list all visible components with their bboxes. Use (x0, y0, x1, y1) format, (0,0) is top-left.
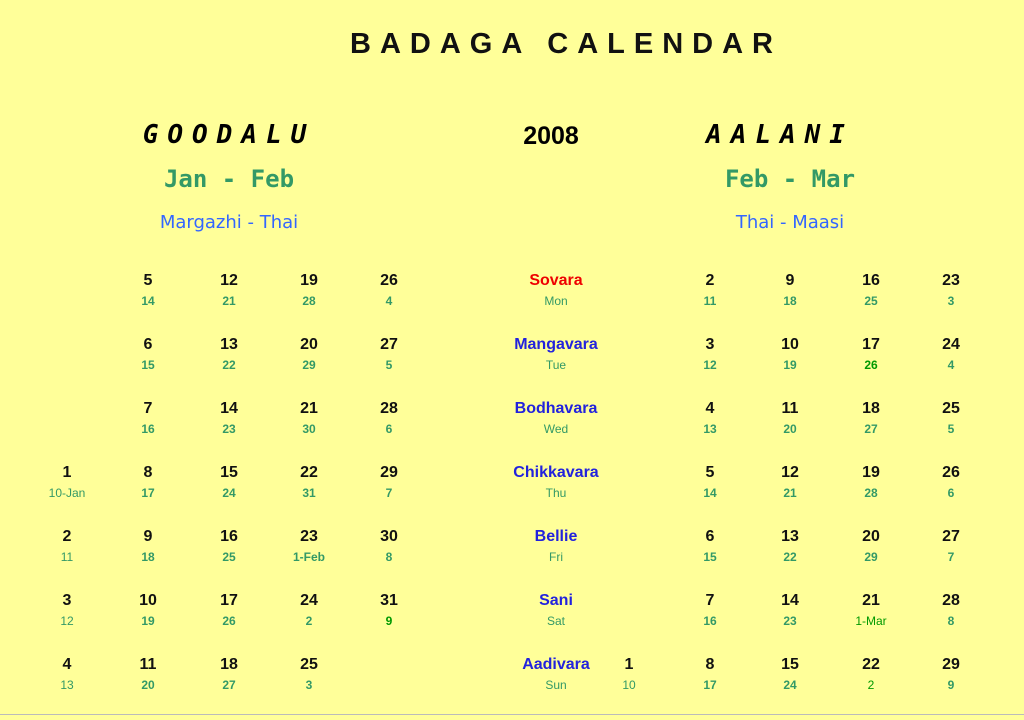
date-subtitle: 2 (305, 614, 313, 628)
date-subtitle: 10-Jan (48, 486, 86, 500)
date-number: 10 (781, 336, 799, 353)
date-number: 25 (300, 656, 318, 673)
date-number: 13 (781, 528, 799, 545)
date-subtitle: 31 (302, 486, 316, 500)
date-number: 25 (942, 400, 960, 417)
date-subtitle: 14 (703, 486, 717, 500)
date-number: 3 (62, 592, 72, 609)
left-tamil-months: Margazhi - Thai (159, 212, 299, 233)
date-cell (942, 272, 960, 308)
date-subtitle: 7 (385, 486, 393, 500)
date-cell (49, 464, 86, 500)
date-subtitle: 3 (305, 678, 313, 692)
date-number: 16 (862, 272, 880, 289)
date-cell (862, 272, 880, 308)
date-subtitle: 23 (222, 422, 236, 436)
date-cell (141, 400, 154, 436)
date-subtitle: 26 (864, 358, 878, 372)
weekday-label (539, 592, 573, 628)
date-number: 16 (220, 528, 238, 545)
date-number: 18 (862, 400, 880, 417)
date-subtitle: 16 (703, 614, 717, 628)
date-subtitle: 8 (947, 614, 955, 628)
weekday-label (515, 400, 598, 436)
date-number: 24 (300, 592, 318, 609)
date-cell (300, 336, 318, 372)
date-cell (380, 528, 398, 564)
date-cell (300, 656, 318, 692)
date-cell (380, 464, 398, 500)
date-cell (220, 592, 238, 628)
date-number: 1 (624, 656, 634, 673)
date-number: 4 (705, 400, 715, 417)
date-cell (141, 464, 154, 500)
date-subtitle: 22 (222, 358, 236, 372)
weekday-english-abbr: Mon (544, 294, 568, 308)
date-cell (862, 656, 880, 692)
date-cell (703, 528, 716, 564)
date-number: 2 (62, 528, 72, 545)
date-cell (703, 592, 716, 628)
date-subtitle: 30 (302, 422, 316, 436)
date-number: 15 (220, 464, 238, 481)
weekday-badaga-name: Sani (539, 592, 573, 609)
date-cell (783, 272, 796, 308)
date-number: 19 (300, 272, 318, 289)
date-number: 27 (942, 528, 960, 545)
date-subtitle: 18 (141, 550, 155, 564)
date-number: 14 (220, 400, 238, 417)
date-cell (300, 464, 318, 500)
date-cell (781, 336, 799, 372)
date-subtitle: 6 (385, 422, 393, 436)
weekday-english-abbr: Sat (546, 614, 566, 628)
date-subtitle: 25 (222, 550, 236, 564)
year-label: 2008 (523, 122, 579, 150)
date-subtitle: 2 (867, 678, 875, 692)
date-subtitle: 13 (60, 678, 74, 692)
date-cell (380, 272, 398, 308)
weekday-badaga-name: Mangavara (514, 336, 598, 353)
date-cell (703, 336, 716, 372)
date-number: 23 (300, 528, 318, 545)
weekday-badaga-name: Bellie (534, 528, 578, 545)
weekday-label (522, 656, 590, 692)
weekday-label (514, 336, 598, 372)
left-month-name: GOODALU (142, 120, 316, 150)
date-number: 11 (781, 400, 799, 417)
date-subtitle: 19 (783, 358, 797, 372)
date-subtitle: 20 (783, 422, 797, 436)
date-subtitle: 23 (783, 614, 797, 628)
date-subtitle: 9 (947, 678, 955, 692)
date-subtitle: 15 (141, 358, 155, 372)
date-cell (60, 656, 73, 692)
date-number: 1 (62, 464, 72, 481)
date-subtitle: 29 (864, 550, 878, 564)
date-cell (862, 464, 880, 500)
date-number: 8 (705, 656, 715, 673)
date-subtitle: 6 (947, 486, 955, 500)
date-subtitle: 28 (864, 486, 878, 500)
date-cell (300, 272, 318, 308)
date-number: 7 (143, 400, 153, 417)
date-subtitle: 27 (222, 678, 236, 692)
date-number: 22 (862, 656, 880, 673)
date-cell (380, 336, 398, 372)
date-cell (781, 464, 799, 500)
date-cell (220, 656, 238, 692)
date-subtitle: 19 (141, 614, 155, 628)
date-subtitle: 18 (783, 294, 797, 308)
weekday-english-abbr: Wed (543, 422, 569, 436)
date-number: 6 (705, 528, 715, 545)
date-cell (300, 592, 318, 628)
date-subtitle: 1-Feb (292, 550, 326, 564)
date-number: 14 (781, 592, 799, 609)
date-cell (942, 400, 960, 436)
date-subtitle: 20 (141, 678, 155, 692)
weekday-badaga-name: Bodhavara (514, 400, 598, 417)
date-subtitle: 11 (60, 550, 74, 564)
weekday-label (535, 528, 578, 564)
right-month-name: AALANI (706, 120, 854, 150)
right-tamil-months: Thai - Maasi (735, 212, 845, 233)
date-subtitle: 4 (947, 358, 955, 372)
date-number: 6 (143, 336, 153, 353)
date-number: 5 (143, 272, 153, 289)
date-cell (942, 528, 960, 564)
date-number: 8 (143, 464, 153, 481)
date-cell (61, 528, 73, 564)
date-number: 29 (380, 464, 398, 481)
date-number: 9 (785, 272, 795, 289)
weekday-english-abbr: Sun (545, 678, 567, 692)
calendar-title: BADAGA CALENDAR (350, 28, 782, 60)
date-subtitle: 24 (222, 486, 236, 500)
date-number: 26 (380, 272, 398, 289)
date-subtitle: 4 (385, 294, 393, 308)
date-cell (862, 400, 880, 436)
date-number: 5 (705, 464, 715, 481)
date-cell (220, 464, 238, 500)
date-number: 4 (62, 656, 72, 673)
date-number: 20 (862, 528, 880, 545)
date-subtitle: 15 (703, 550, 717, 564)
date-subtitle: 1-Mar (855, 614, 887, 628)
date-cell (862, 528, 880, 564)
weekday-label (529, 272, 582, 308)
date-cell (942, 656, 960, 692)
date-cell (703, 400, 716, 436)
date-subtitle: 27 (864, 422, 878, 436)
date-cell (622, 656, 635, 692)
date-cell (380, 400, 398, 436)
date-cell (60, 592, 73, 628)
date-cell (220, 400, 238, 436)
date-number: 9 (143, 528, 153, 545)
date-subtitle: 22 (783, 550, 797, 564)
date-cell (220, 336, 238, 372)
date-number: 3 (705, 336, 715, 353)
date-number: 2 (705, 272, 715, 289)
date-number: 21 (300, 400, 318, 417)
date-subtitle: 14 (141, 294, 155, 308)
date-cell (781, 592, 799, 628)
date-number: 18 (220, 656, 238, 673)
date-number: 26 (942, 464, 960, 481)
date-cell (300, 400, 318, 436)
date-number: 28 (380, 400, 398, 417)
date-cell (380, 592, 398, 628)
date-number: 13 (220, 336, 238, 353)
date-subtitle: 9 (385, 614, 393, 628)
date-cell (293, 528, 325, 564)
date-number: 17 (220, 592, 238, 609)
divider-line (0, 714, 1024, 715)
weekday-english-abbr: Fri (549, 550, 563, 564)
date-number: 20 (300, 336, 318, 353)
date-cell (781, 528, 799, 564)
date-cell (942, 592, 960, 628)
date-number: 10 (139, 592, 157, 609)
date-subtitle: 28 (302, 294, 316, 308)
date-subtitle: 3 (947, 294, 955, 308)
weekday-english-abbr: Tue (545, 358, 567, 372)
date-subtitle: 16 (141, 422, 155, 436)
date-subtitle: 8 (385, 550, 393, 564)
date-cell (139, 592, 157, 628)
date-subtitle: 10 (622, 678, 636, 692)
date-cell (781, 656, 799, 692)
date-cell (141, 272, 154, 308)
date-subtitle: 17 (141, 486, 155, 500)
date-number: 31 (380, 592, 398, 609)
date-subtitle: 12 (60, 614, 74, 628)
date-cell (855, 592, 886, 628)
date-subtitle: 24 (783, 678, 797, 692)
date-subtitle: 21 (222, 294, 236, 308)
date-subtitle: 25 (864, 294, 878, 308)
date-cell (141, 528, 154, 564)
date-cell (703, 464, 716, 500)
weekday-badaga-name: Sovara (529, 272, 583, 289)
date-cell (942, 336, 960, 372)
date-subtitle: 5 (385, 358, 393, 372)
date-number: 24 (942, 336, 960, 353)
date-cell (220, 528, 238, 564)
weekday-english-abbr: Thu (545, 486, 567, 500)
right-month-range: Feb - Mar (724, 165, 856, 193)
date-subtitle: 5 (947, 422, 955, 436)
date-number: 23 (942, 272, 960, 289)
date-subtitle: 7 (947, 550, 955, 564)
date-number: 17 (862, 336, 880, 353)
date-number: 28 (942, 592, 960, 609)
weekday-label (513, 464, 598, 500)
date-cell (140, 656, 157, 692)
date-cell (141, 336, 154, 372)
date-cell (220, 272, 238, 308)
date-cell (862, 336, 880, 372)
date-cell (782, 400, 799, 436)
date-number: 27 (380, 336, 398, 353)
date-number: 29 (942, 656, 960, 673)
date-subtitle: 26 (222, 614, 236, 628)
date-number: 15 (781, 656, 799, 673)
date-number: 12 (781, 464, 799, 481)
date-cell (942, 464, 960, 500)
weekday-badaga-name: Chikkavara (513, 464, 599, 481)
date-number: 7 (705, 592, 715, 609)
date-number: 30 (380, 528, 398, 545)
date-subtitle: 29 (302, 358, 316, 372)
date-number: 21 (862, 592, 880, 609)
date-subtitle: 13 (703, 422, 717, 436)
date-cell (704, 272, 717, 308)
date-number: 11 (139, 656, 157, 673)
left-month-range: Jan - Feb (163, 165, 295, 193)
date-subtitle: 11 (703, 294, 717, 308)
date-number: 22 (300, 464, 318, 481)
date-subtitle: 21 (783, 486, 797, 500)
date-subtitle: 17 (703, 678, 717, 692)
date-number: 12 (220, 272, 238, 289)
weekday-badaga-name: Aadivara (522, 656, 590, 673)
date-subtitle: 12 (703, 358, 717, 372)
date-cell (703, 656, 716, 692)
date-number: 19 (862, 464, 880, 481)
